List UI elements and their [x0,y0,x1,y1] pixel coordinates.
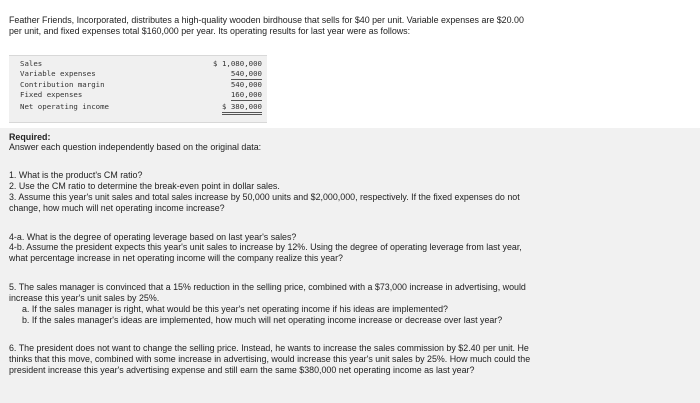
question-4b-line-1: 4-b. Assume the president expects this year's unit sales to increase by 12%. Using the degree of operating leverage from last year, [9,242,522,252]
statement-row-sales [20,59,262,69]
statement-label: Variable expenses [20,69,96,78]
problem-intro [9,15,689,36]
question-3-line-1: 3. Assume this year's unit sales and total sales increase by 50,000 units and $2,000,000, respectively. If the fixed expenses do not [9,192,520,202]
statement-value: 540,000 [230,69,262,78]
required-instruction: Answer each question independently based on the original data: [9,142,262,152]
statement-label: Sales [20,59,43,68]
question-4b-line-2: what percentage increase in net operating income will the company realize this year? [9,253,343,263]
question-6-line-3: president increase this year's advertising expense and still earn the same $380,000 net operating income as last year? [9,365,475,375]
question-1: 1. What is the product's CM ratio? [9,170,143,180]
statement-label: Fixed expenses [20,90,83,99]
income-statement [9,55,267,123]
statement-row-variable-expenses [20,69,262,79]
question-5-line-2: increase this year's unit sales by 25%. [9,293,160,303]
statement-label: Contribution margin [20,80,105,89]
question-5-line-1: 5. The sales manager is convinced that a 15% reduction in the selling price, combined with a $73,000 increase in advertising, would [9,282,526,292]
question-5a: a. If the sales manager is right, what would be this year's net operating income if his ideas are implemented? [22,304,448,314]
statement-value: 540,000 [230,80,262,89]
statement-row-contribution-margin [20,80,262,90]
statement-value: 160,000 [230,90,262,99]
required-heading: Required: [9,132,51,142]
question-4a: 4-a. What is the degree of operating leverage based on last year's sales? [9,232,297,242]
statement-label: Net operating income [20,102,109,111]
intro-line-2: per unit, and fixed expenses total $160,000 per year. Its operating results for last year were as follows: [9,25,411,36]
question-3-line-2: change, how much will net operating income increase? [9,203,225,213]
statement-value: $ 1,080,000 [213,59,262,68]
question-2: 2. Use the CM ratio to determine the break-even point in dollar sales. [9,181,280,191]
intro-line-1: Feather Friends, Incorporated, distributes a high-quality wooden birdhouse that sells for $40 per unit. Variable expenses are $20.00 [9,15,524,25]
statement-value: $ 380,000 [222,102,262,115]
question-6-line-2: thinks that this move, combined with some increase in advertising, would increase this year's unit sales by 25%. How much could the [9,354,531,364]
required-section [0,128,700,403]
statement-row-fixed-expenses [20,90,262,100]
question-5b: b. If the sales manager's ideas are implemented, how much will net operating income increase or decrease over last year? [22,315,503,325]
question-6-line-1: 6. The president does not want to change the selling price. Instead, he wants to increase the sales commission by $2.40 per unit. He [9,343,529,353]
statement-row-net-operating-income [20,102,262,112]
